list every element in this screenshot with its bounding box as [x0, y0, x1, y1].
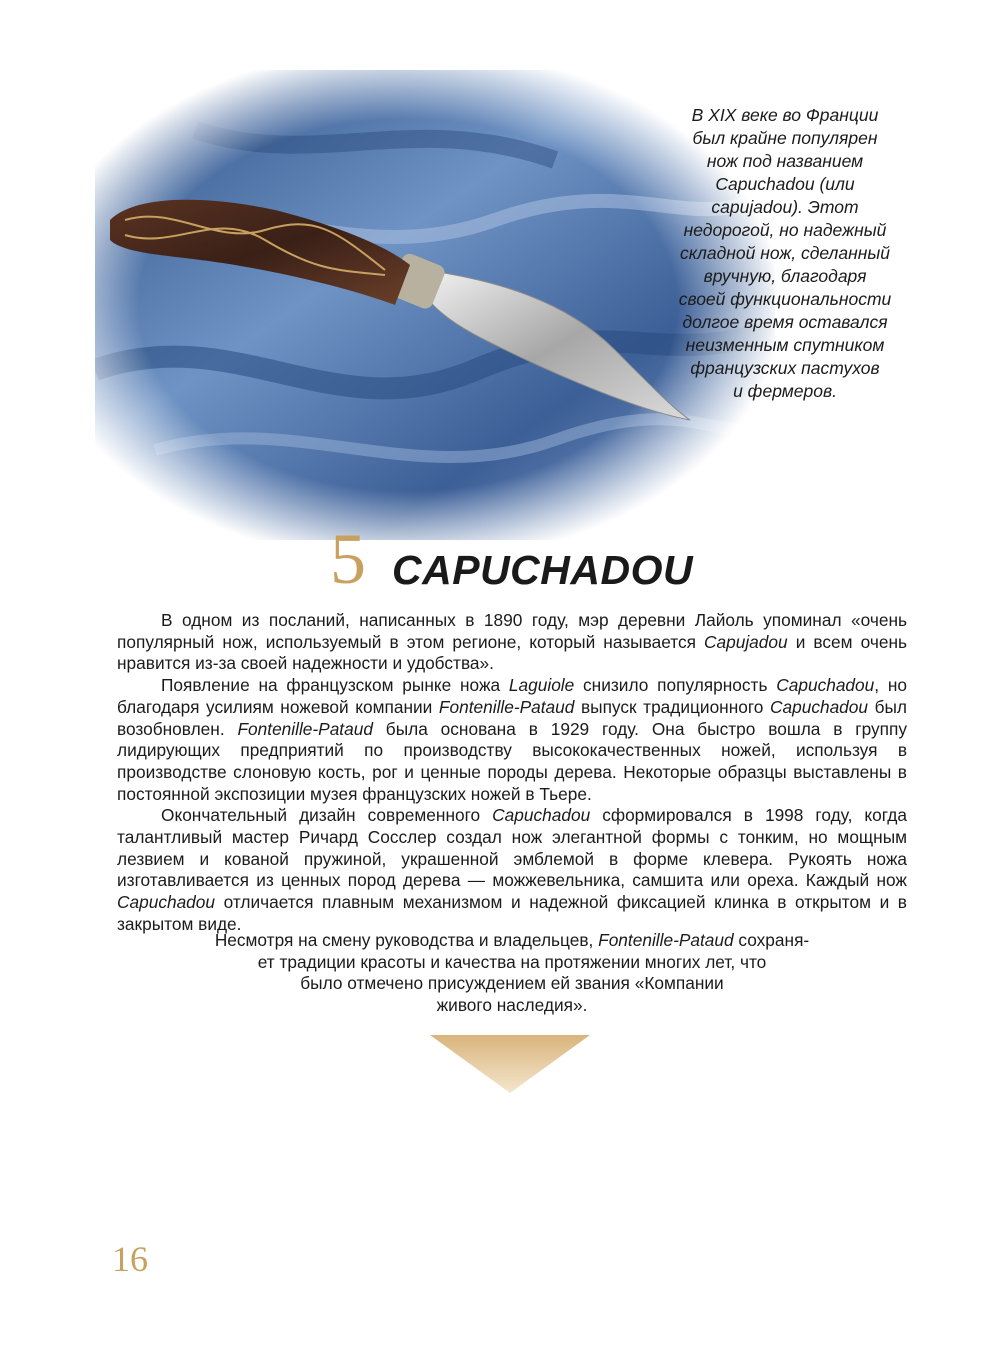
article-body	[117, 610, 907, 936]
paragraph-3	[117, 805, 907, 935]
caption-line: Capuchadou (или	[715, 174, 855, 194]
closing-line: живого наследия».	[436, 995, 588, 1016]
italic-term: Fontenille-Pataud	[237, 718, 373, 739]
italic-term: Laguiole	[508, 675, 575, 696]
section-number: 5	[330, 519, 366, 599]
caption-line: складной нож, сделанный	[679, 243, 891, 263]
text-run: отличается плавным механизмом и надежной фиксацией клинка в открытом и в закрытом виде.	[117, 892, 907, 934]
caption-line: вручную, благодаря	[703, 266, 867, 286]
text-run: Появление на французском рынке ножа	[161, 675, 509, 696]
italic-term: Capuchadou	[117, 892, 216, 913]
italic-term: Capuchadou	[776, 675, 875, 696]
down-triangle-icon	[430, 1035, 590, 1093]
italic-term: Capuchadou	[770, 696, 869, 717]
closing-line: было отмечено присуждением ей звания «Компании	[300, 973, 724, 994]
closing-line	[117, 930, 907, 952]
italic-term: Capujadou	[704, 631, 788, 652]
italic-term: Capuchadou	[492, 805, 591, 826]
caption-line: неизменным спутником	[685, 335, 885, 355]
caption-line: capujadou). Этот	[711, 197, 859, 217]
section-title: CAPUCHADOU	[392, 547, 694, 593]
text-run: сохраня-	[733, 930, 810, 950]
text-run: выпуск традиционного	[574, 696, 770, 717]
caption-line: был крайне популярен	[692, 128, 878, 148]
italic-term: Fontenille-Pataud	[438, 696, 575, 717]
text-run: Окончательный дизайн современного	[161, 805, 493, 826]
caption-line: В XIX веке во Франции	[691, 105, 879, 125]
text-run: В одном из посланий, написанных в 1890 году, мэр деревни Лайоль упоминал «очень популярный нож, используемый в этом регионе, который называется	[117, 610, 907, 652]
caption-line: долгое время оставался	[682, 312, 888, 332]
paragraph-1	[117, 610, 907, 675]
text-run: и всем очень нравится из-за своей надежности и удобства».	[117, 631, 907, 674]
caption-line: французских пастухов	[690, 358, 880, 378]
text-run: была основана в 1929 году. Она быстро вошла в группу лидирующих предприятий по производству высококачественных ножей, используя в производстве слоновую кость, рог и ценные породы дерева. Некоторые образцы выставлены в постоянной экспозиции музея французских ножей в Тьере.	[117, 718, 907, 804]
caption-line: нож под названием	[706, 151, 864, 171]
caption-line: своей функциональности	[678, 289, 892, 309]
text-run: был возобновлен.	[117, 696, 907, 739]
closing-line: ет традиции красоты и качества на протяжении многих лет, что	[257, 951, 767, 972]
closing-paragraph	[117, 930, 907, 1017]
text-run: , но благодаря усилиям ножевой компании	[117, 675, 907, 717]
paragraph-2	[117, 675, 907, 805]
text-run: Несмотря на смену руководства и владельцев,	[214, 930, 599, 950]
photo-caption	[640, 104, 930, 403]
italic-term: Fontenille-Pataud	[598, 930, 734, 950]
section-heading	[0, 515, 1000, 605]
caption-line: и фермеров.	[733, 381, 837, 401]
text-run: сформировался в 1998 году, когда талантливый мастер Ричард Сосслер создал нож элегантной формы с тонким, но мощным лезвием и кованой пружиной, украшенной эмблемой в форме клевера. Рукоять ножа изготавливается из ценных пород дерева — можжевельника, самшита или ореха. Каждый нож	[117, 805, 907, 891]
page-number: 16	[112, 1239, 148, 1279]
text-run: снизило популярность	[574, 675, 777, 696]
caption-line: недорогой, но надежный	[683, 220, 887, 240]
